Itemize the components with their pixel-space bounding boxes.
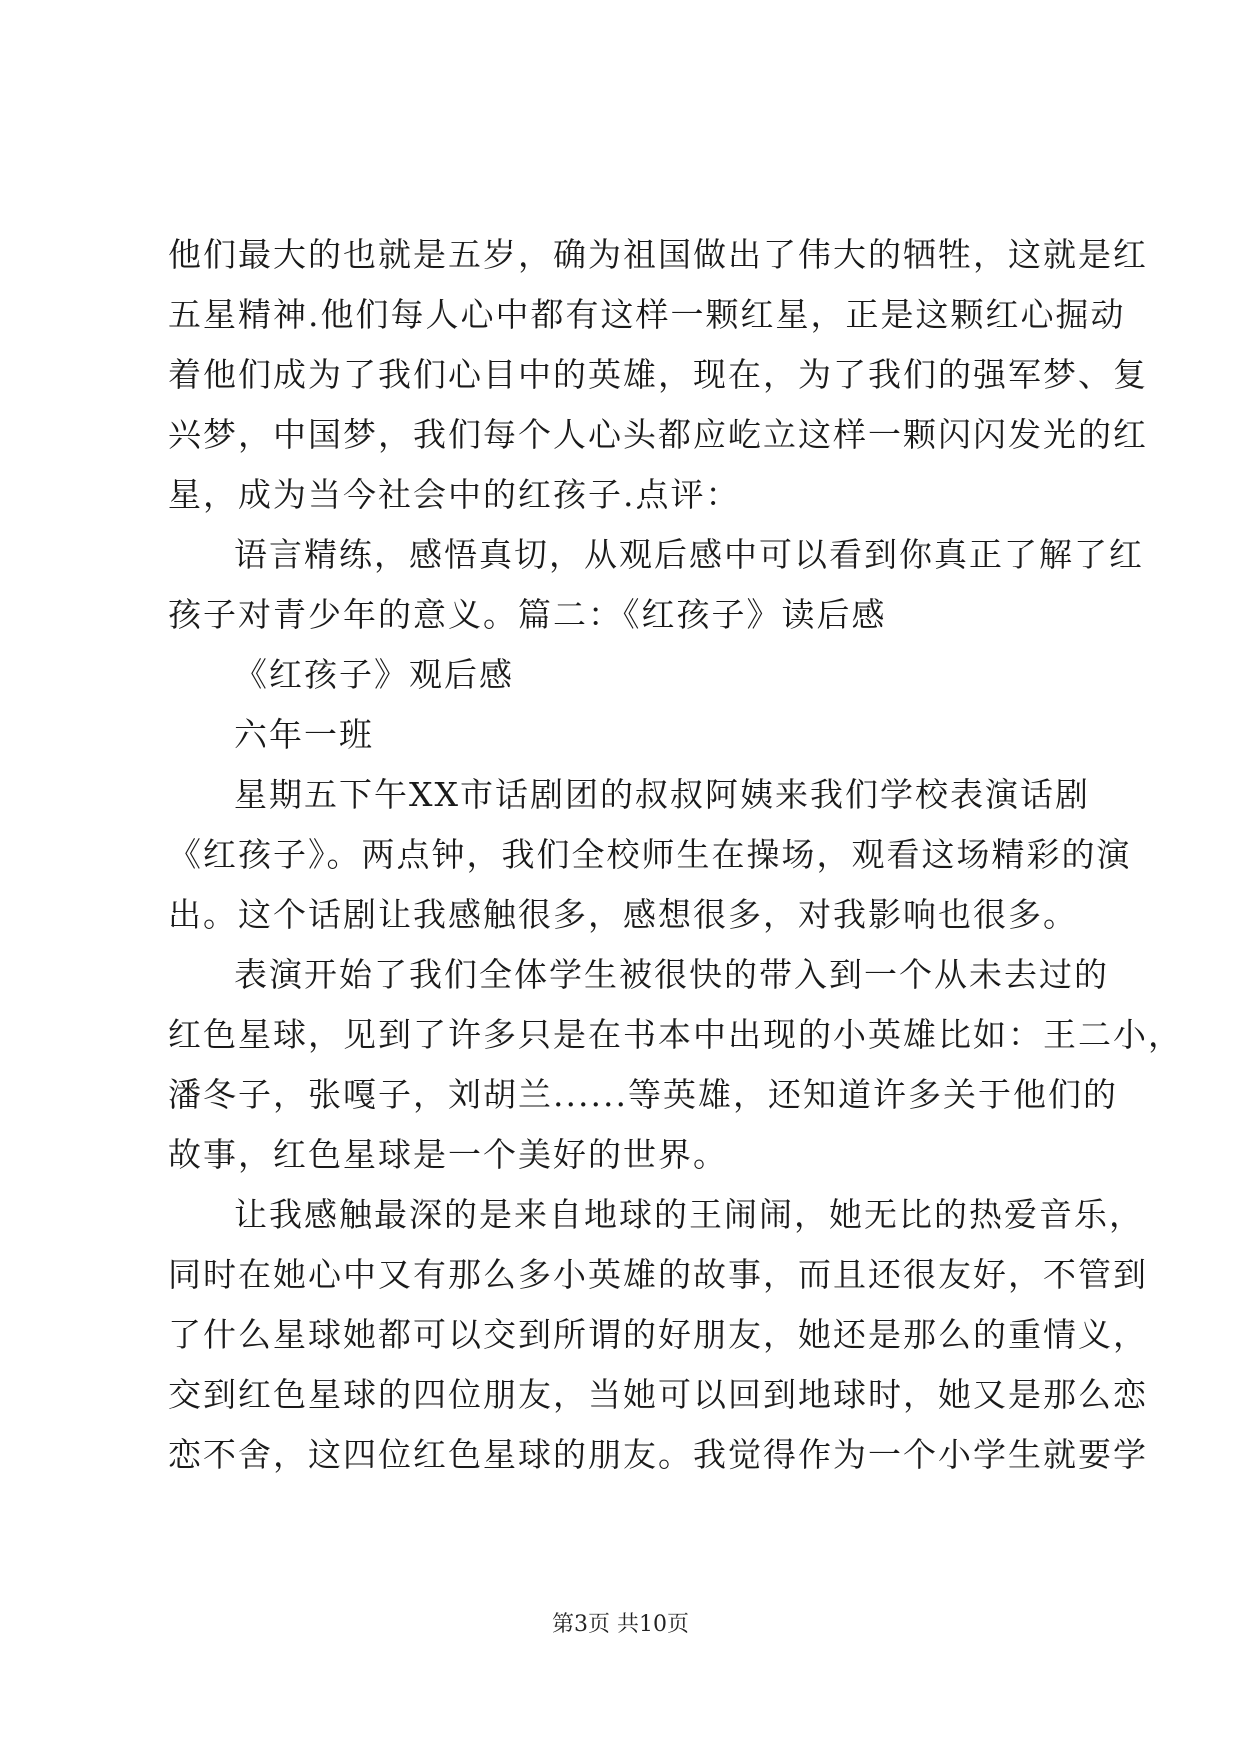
text-line: 星，成为当今社会中的红孩子.点评： bbox=[168, 475, 741, 514]
text-line: 出。这个话剧让我感触很多，感想很多，对我影响也很多。 bbox=[168, 895, 1078, 934]
body-text bbox=[168, 225, 1183, 1485]
text-line: 潘冬子，张嘎子，刘胡兰......等英雄，还知道许多关于他们的 bbox=[168, 1075, 1118, 1114]
text-line: 兴梦，中国梦，我们每个人心头都应屹立这样一颗闪闪发光的红 bbox=[168, 415, 1148, 454]
paragraph-start-line: 语言精练，感悟真切，从观后感中可以看到你真正了解了红 bbox=[234, 535, 1144, 574]
text-line: 孩子对青少年的意义。篇二：《红孩子》读后感 bbox=[168, 595, 887, 634]
class-label: 六年一班 bbox=[234, 715, 374, 754]
text-line: 恋不舍，这四位红色星球的朋友。我觉得作为一个小学生就要学 bbox=[168, 1435, 1148, 1474]
page-number-footer: 第3页 共10页 bbox=[552, 1612, 689, 1637]
text-line: 他们最大的也就是五岁，确为祖国做出了伟大的牺牲，这就是红 bbox=[168, 235, 1148, 274]
paragraph-start-line: 星期五下午XX市话剧团的叔叔阿姨来我们学校表演话剧 bbox=[234, 775, 1090, 814]
section-title: 《红孩子》观后感 bbox=[234, 655, 514, 694]
text-line: 着他们成为了我们心目中的英雄，现在，为了我们的强军梦、复 bbox=[168, 355, 1148, 394]
text-line: 了什么星球她都可以交到所谓的好朋友，她还是那么的重情义， bbox=[168, 1315, 1148, 1354]
paragraph-start-line: 让我感触最深的是来自地球的王闹闹，她无比的热爱音乐， bbox=[234, 1195, 1144, 1234]
text-line: 同时在她心中又有那么多小英雄的故事，而且还很友好，不管到 bbox=[168, 1255, 1148, 1294]
paragraph-start-line: 表演开始了我们全体学生被很快的带入到一个从未去过的 bbox=[234, 955, 1109, 994]
text-line: 交到红色星球的四位朋友，当她可以回到地球时，她又是那么恋 bbox=[168, 1375, 1148, 1414]
text-line: 红色星球，见到了许多只是在书本中出现的小英雄比如：王二小， bbox=[168, 1015, 1183, 1054]
text-line: 五星精神.他们每人心中都有这样一颗红星，正是这颗红心掘动 bbox=[168, 295, 1126, 334]
text-line: 《红孩子》。两点钟，我们全校师生在操场，观看这场精彩的演 bbox=[168, 835, 1132, 874]
text-line: 故事，红色星球是一个美好的世界。 bbox=[168, 1135, 728, 1174]
